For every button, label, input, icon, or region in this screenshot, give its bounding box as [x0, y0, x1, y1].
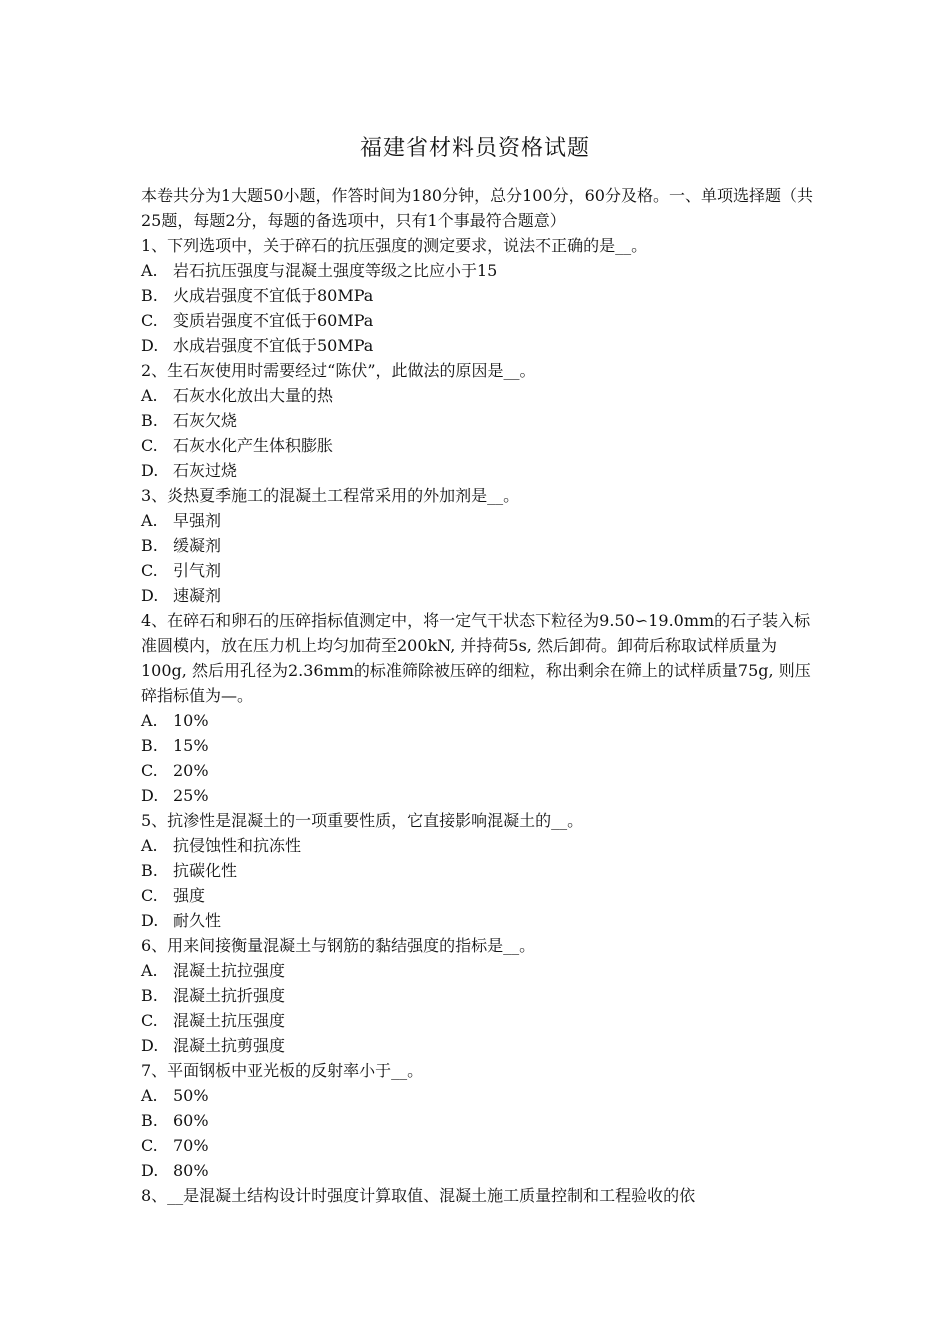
answer-option: [141, 758, 816, 783]
option-text: 变质岩强度不宜低于60MPa: [173, 311, 374, 330]
option-letter: C.: [141, 761, 158, 780]
option-letter: B.: [141, 536, 158, 555]
option-letter: D.: [141, 786, 159, 805]
answer-option: [141, 908, 816, 933]
option-text: 混凝土抗剪强度: [173, 1036, 286, 1055]
answer-option: [141, 1108, 816, 1133]
answer-option: [141, 333, 816, 358]
option-text: 缓凝剂: [173, 536, 222, 555]
answer-option: [141, 508, 816, 533]
option-text: 石灰过烧: [173, 461, 238, 480]
option-text: 混凝土抗折强度: [173, 986, 286, 1005]
answer-option: [141, 558, 816, 583]
option-letter: B.: [141, 736, 158, 755]
option-text: 引气剂: [173, 561, 222, 580]
answer-option: [141, 1033, 816, 1058]
option-text: 抗碳化性: [173, 861, 238, 880]
answer-option: [141, 708, 816, 733]
document-body: [141, 183, 816, 1208]
option-text: 抗侵蚀性和抗冻性: [173, 836, 302, 855]
option-letter: C.: [141, 561, 158, 580]
answer-option: [141, 433, 816, 458]
option-letter: B.: [141, 411, 158, 430]
answer-option: [141, 1083, 816, 1108]
answer-option: [141, 408, 816, 433]
option-letter: A.: [141, 386, 158, 405]
question-text: 7、平面钢板中亚光板的反射率小于__。: [141, 1061, 424, 1080]
option-letter: B.: [141, 1111, 158, 1130]
question-text: 1、下列选项中，关于碎石的抗压强度的测定要求，说法不正确的是__。: [141, 236, 648, 255]
answer-option: [141, 1008, 816, 1033]
answer-option: [141, 858, 816, 883]
option-letter: D.: [141, 1161, 159, 1180]
option-text: 20%: [173, 761, 209, 780]
exam-intro: 本卷共分为1大题50小题，作答时间为180分钟，总分100分，60分及格。一、单项选择题（共25题，每题2分，每题的备选项中，只有1个事最符合题意）: [141, 186, 813, 230]
answer-option: [141, 533, 816, 558]
option-text: 水成岩强度不宜低于50MPa: [173, 336, 374, 355]
option-text: 15%: [173, 736, 209, 755]
option-text: 10%: [173, 711, 209, 730]
option-letter: D.: [141, 336, 159, 355]
option-text: 石灰欠烧: [173, 411, 238, 430]
answer-option: [141, 833, 816, 858]
question-text: 4、在碎石和卵石的压碎指标值测定中，将一定气干状态下粒径为9.50∽19.0mm的石子装入标准圆模内，放在压力机上均匀加荷至200kN, 并持荷5s, 然后卸荷。卸荷后称取试样质量为100g, 然后用孔径为2.36mm的标准筛除被压碎的细粒，称出剩余在筛上的试样质量75g, 则压碎指标值为—。: [141, 611, 811, 705]
option-letter: A.: [141, 836, 158, 855]
answer-option: [141, 308, 816, 333]
option-text: 50%: [173, 1086, 209, 1105]
option-text: 25%: [173, 786, 209, 805]
option-text: 强度: [173, 886, 206, 905]
option-text: 混凝土抗拉强度: [173, 961, 286, 980]
option-letter: A.: [141, 1086, 158, 1105]
question-text: 2、生石灰使用时需要经过“陈伏”，此做法的原因是__。: [141, 361, 536, 380]
option-letter: A.: [141, 261, 158, 280]
option-text: 速凝剂: [173, 586, 222, 605]
option-letter: D.: [141, 461, 159, 480]
option-letter: D.: [141, 586, 159, 605]
answer-option: [141, 583, 816, 608]
option-letter: D.: [141, 1036, 159, 1055]
option-letter: B.: [141, 861, 158, 880]
option-letter: C.: [141, 1011, 158, 1030]
option-letter: B.: [141, 286, 158, 305]
option-letter: C.: [141, 311, 158, 330]
option-text: 火成岩强度不宜低于80MPa: [173, 286, 374, 305]
option-text: 石灰水化放出大量的热: [173, 386, 334, 405]
option-letter: B.: [141, 986, 158, 1005]
answer-option: [141, 983, 816, 1008]
question-text: 8、__是混凝土结构设计时强度计算取值、混凝土施工质量控制和工程验收的依: [141, 1186, 696, 1205]
answer-option: [141, 883, 816, 908]
option-letter: A.: [141, 711, 158, 730]
answer-option: [141, 383, 816, 408]
answer-option: [141, 1158, 816, 1183]
option-letter: A.: [141, 961, 158, 980]
option-letter: D.: [141, 911, 159, 930]
option-text: 岩石抗压强度与混凝土强度等级之比应小于15: [173, 261, 498, 280]
option-letter: C.: [141, 886, 158, 905]
option-text: 混凝土抗压强度: [173, 1011, 286, 1030]
answer-option: [141, 458, 816, 483]
document-title: 福建省材料员资格试题: [359, 136, 590, 161]
option-text: 60%: [173, 1111, 209, 1130]
answer-option: [141, 1133, 816, 1158]
option-text: 80%: [173, 1161, 209, 1180]
option-letter: A.: [141, 511, 158, 530]
answer-option: [141, 783, 816, 808]
option-letter: C.: [141, 436, 158, 455]
answer-option: [141, 958, 816, 983]
answer-option: [141, 258, 816, 283]
question-text: 6、用来间接衡量混凝土与钢筋的黏结强度的指标是__。: [141, 936, 536, 955]
question-text: 3、炎热夏季施工的混凝土工程常采用的外加剂是__。: [141, 486, 520, 505]
option-text: 耐久性: [173, 911, 222, 930]
answer-option: [141, 733, 816, 758]
option-text: 70%: [173, 1136, 209, 1155]
answer-option: [141, 283, 816, 308]
option-text: 石灰水化产生体积膨胀: [173, 436, 334, 455]
question-text: 5、抗渗性是混凝土的一项重要性质，它直接影响混凝土的__。: [141, 811, 584, 830]
option-letter: C.: [141, 1136, 158, 1155]
option-text: 早强剂: [173, 511, 222, 530]
